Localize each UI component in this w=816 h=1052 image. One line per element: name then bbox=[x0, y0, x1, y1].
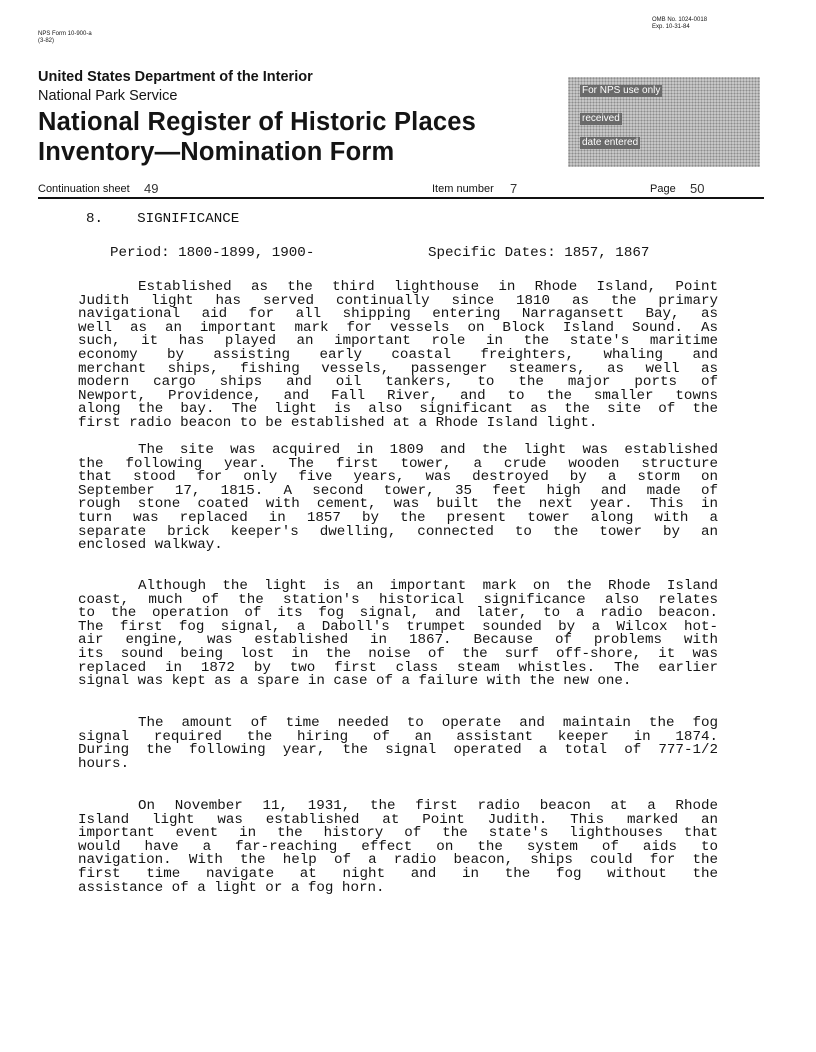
form-date-line: (3-82) bbox=[38, 38, 55, 44]
paragraph-line: The site was acquired in 1809 and the light was established bbox=[138, 442, 718, 458]
paragraph-line: assistance of a light or a fog horn. bbox=[78, 879, 385, 896]
paragraph-line: Island light was established at Point Judith. This marked an bbox=[78, 811, 718, 828]
paragraph-line: its sound being lost in the noise of the surf off-shore, it was bbox=[78, 645, 718, 662]
paragraph-line: coast, much of the station's historical significance also relates bbox=[78, 591, 718, 608]
date-entered-label: date entered bbox=[582, 137, 639, 148]
paragraph-4 bbox=[78, 717, 718, 771]
page-label: Page bbox=[650, 183, 676, 195]
paragraph-line: signal required the hiring of an assistant keeper in 1874. bbox=[78, 728, 718, 745]
paragraph-line: well as an important mark for vessels on Block Island Sound. As bbox=[78, 319, 718, 336]
paragraph-line: navigation. With the help of a radio beacon, ships could for the bbox=[78, 852, 718, 869]
section-heading: 8. SIGNIFICANCE bbox=[86, 211, 240, 227]
paragraph-3 bbox=[78, 580, 718, 689]
paragraph-line: separate brick keeper's dwelling, connected to the tower by an bbox=[78, 523, 718, 540]
department-name: United States Department of the Interior bbox=[38, 69, 313, 85]
paragraph-line: On November 11, 1931, the first radio beacon at a Rhode bbox=[138, 798, 718, 814]
omb-line: OMB No. 1024-0018 bbox=[652, 17, 708, 23]
paragraph-line: Established as the third lighthouse in Rhode Island, Point bbox=[138, 279, 718, 295]
paragraph-line: The first fog signal, a Daboll's trumpet sounded by a Wilcox hot- bbox=[78, 618, 718, 635]
continuation-sheet-value: 49 bbox=[144, 181, 159, 196]
service-name: National Park Service bbox=[38, 88, 178, 104]
form-number bbox=[38, 31, 92, 45]
specific-dates: Specific Dates: 1857, 1867 bbox=[428, 245, 650, 261]
paragraph-line: turn was replaced in 1857 by the present tower along with a bbox=[78, 509, 718, 526]
received-label: received bbox=[582, 113, 620, 124]
paragraph-line: merchant ships, fishing vessels, passenger steamers, as well as bbox=[78, 360, 718, 377]
paragraph-line: hours. bbox=[78, 755, 130, 772]
paragraph-line: The amount of time needed to operate and maintain the fog bbox=[138, 715, 718, 731]
item-number-value: 7 bbox=[510, 181, 518, 196]
omb-expiry-line: Exp. 10-31-84 bbox=[652, 24, 690, 30]
form-title-line-1: National Register of Historic Places bbox=[38, 108, 476, 136]
paragraph-line: During the following year, the signal operated a total of 777-1/2 bbox=[78, 742, 718, 759]
paragraph-line: to the operation of its fog signal, and later, to a radio beacon. bbox=[78, 605, 718, 622]
paragraph-line: would have a far-reaching effect on the system of aids to bbox=[78, 838, 718, 855]
paragraph-line: modern cargo ships and oil tankers, to the major ports of bbox=[78, 374, 718, 391]
paragraph-line: along the bay. The light is also significant as the site of the bbox=[78, 401, 718, 418]
item-number-label: Item number bbox=[432, 183, 494, 195]
paragraph-line: Judith light has served continually since 1810 as the primary bbox=[78, 292, 718, 309]
period-of-significance: Period: 1800-1899, 1900- bbox=[110, 245, 315, 261]
nps-use-box bbox=[568, 77, 760, 167]
header-rule bbox=[38, 197, 764, 199]
paragraph-line: first radio beacon to be established at a Rhode Island light. bbox=[78, 414, 598, 431]
paragraph-line: signal was kept as a spare in case of a failure with the new one. bbox=[78, 673, 632, 690]
paragraph-line: air engine, was established in 1867. Because of problems with bbox=[78, 632, 718, 649]
paragraph-line: navigational aid for all shipping entering Narragansett Bay, as bbox=[78, 306, 718, 323]
paragraph-line: such, it has played an important role in the state's maritime bbox=[78, 333, 718, 350]
paragraph-line: important event in the history of the state's lighthouses that bbox=[78, 825, 718, 842]
paragraph-line: rough stone coated with cement, was built the next year. This in bbox=[78, 496, 718, 513]
paragraph-line: replaced in 1872 by two first class steam whistles. The earlier bbox=[78, 659, 718, 676]
form-title-line-2: Inventory—Nomination Form bbox=[38, 138, 395, 166]
page-value: 50 bbox=[690, 181, 705, 196]
nps-use-label: For NPS use only bbox=[582, 85, 661, 96]
paragraph-line: enclosed walkway. bbox=[78, 537, 223, 554]
continuation-sheet-label: Continuation sheet bbox=[38, 183, 130, 195]
paragraph-line: first time navigate at night and in the fog without the bbox=[78, 865, 718, 882]
paragraph-line: economy by assisting early coastal freighters, whaling and bbox=[78, 346, 718, 363]
paragraph-line: that stood for only five years, was destroyed by a storm on bbox=[78, 469, 718, 486]
paragraph-line: Although the light is an important mark on the Rhode Island bbox=[138, 578, 718, 594]
paragraph-1 bbox=[78, 281, 718, 431]
paragraph-line: September 17, 1815. A second tower, 35 feet high and made of bbox=[78, 482, 718, 499]
paragraph-5 bbox=[78, 800, 718, 895]
paragraph-line: Newport, Providence, and Fall River, and to the smaller towns bbox=[78, 387, 718, 404]
omb-number bbox=[652, 17, 707, 31]
paragraph-line: the following year. The first tower, a crude wooden structure bbox=[78, 455, 718, 472]
form-number-line: NPS Form 10-900-a bbox=[38, 31, 92, 37]
paragraph-2 bbox=[78, 444, 718, 553]
